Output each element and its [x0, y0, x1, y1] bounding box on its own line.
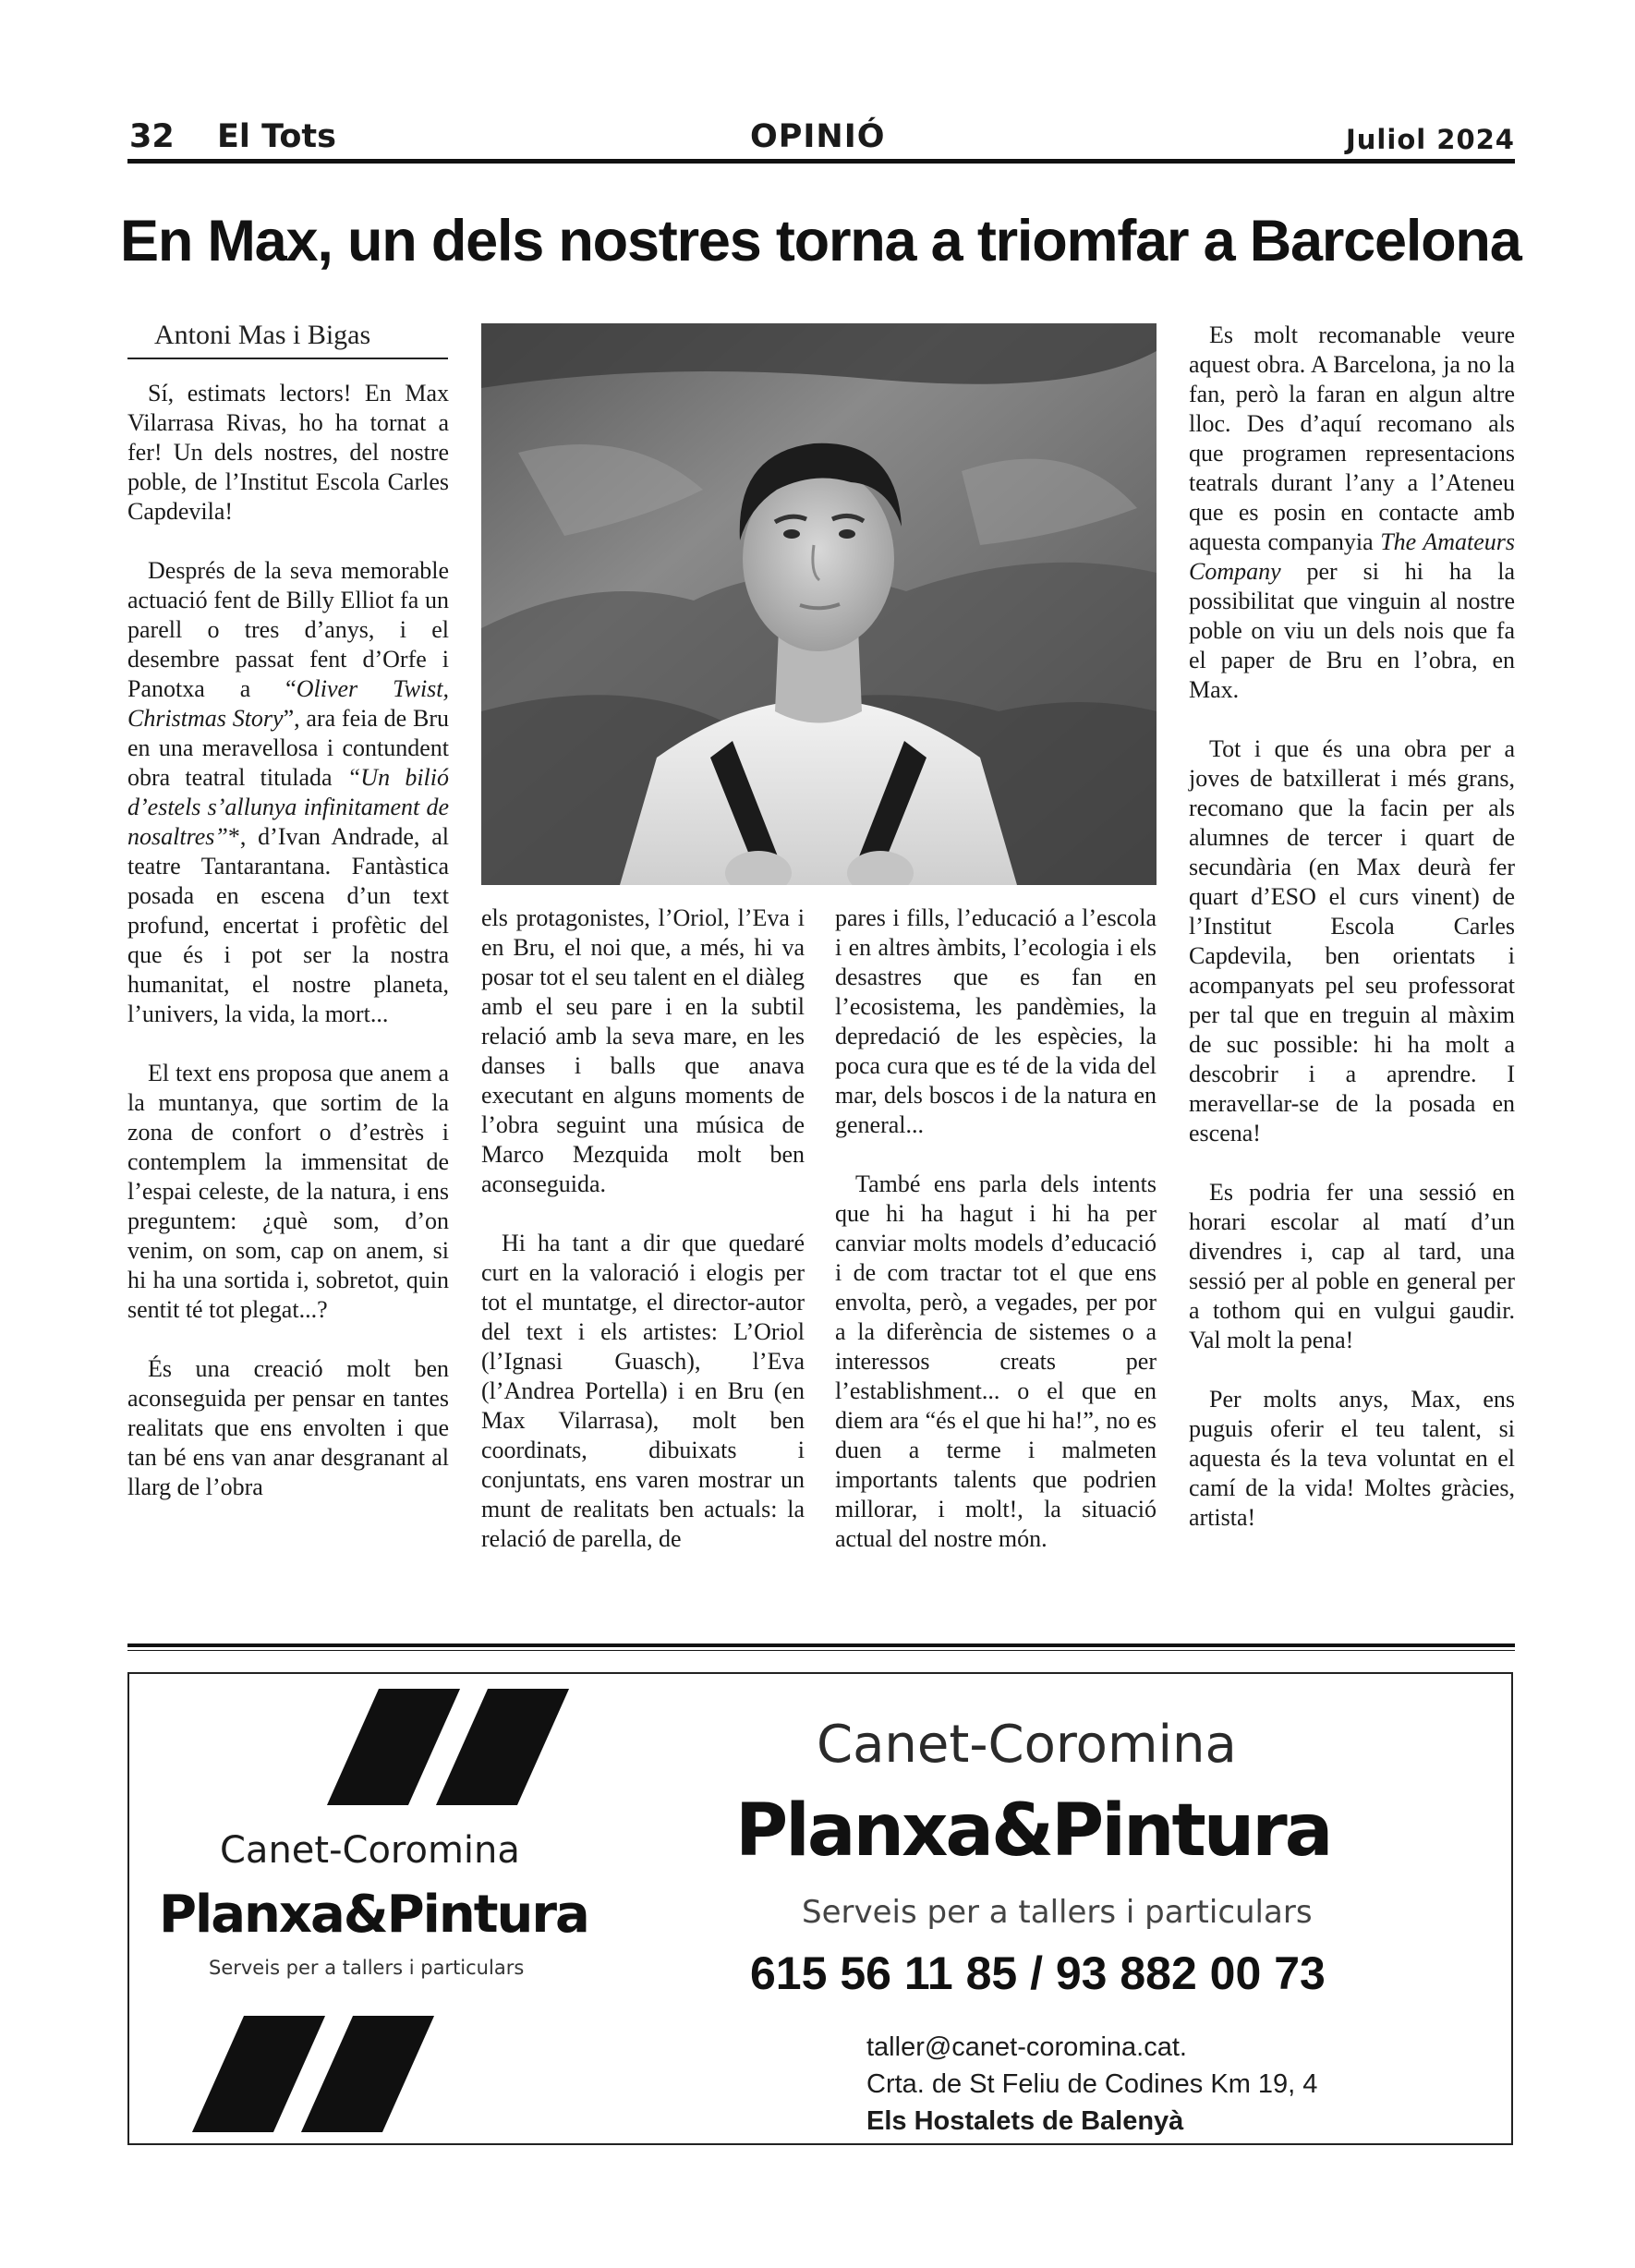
paragraph: Es molt recomanable veure aquest obra. A Barcelona, ja no la fan, però la faran en algun altre lloc. Des d’aquí recomano als que programen representacions teatrals durant l’any a l’Ateneu que es posin en contacte amb aquesta companyia The Amateurs Company per si hi ha la possibilitat que vinguin al nostre poble on viu un dels nois que fa el paper de Bru en l’obra, en Max.	[1189, 321, 1515, 703]
paragraph: Tot i que és una obra per a joves de batxillerat i més grans, recomano que la facin per als alumnes de tercer i quart de secundària (en Max deurà fer quart d’ESO el curs vinent) de l’Institut Escola Carles Capdevila, ben orientats i acompanyats pel seu professorat per tal que en treguin al màxim de suc possible: hi ha molt a descobrir i a aprendre. I meravellar-se de la posada en escena!	[1189, 735, 1515, 1146]
logo-stripe-icon	[327, 1689, 460, 1805]
paragraph: Sí, estimats lectors! En Max Vilarrasa Rivas, ho ha tornat a fer! Un dels nostres, del nostre poble, de l’Institut Escola Carles Capdevila!	[127, 380, 449, 525]
ad-separator-rule-thin	[127, 1650, 1515, 1651]
page-number: 32	[129, 118, 175, 155]
ad-phone-numbers: 615 56 11 85 / 93 882 00 73	[750, 1947, 1326, 1999]
paragraph: També ens parla dels intents que hi ha hagut i hi ha per canviar molts models d’educació i de com tractar tot el que ens envolta, però, a vegades, per por a la diferència de sistemes o a interessos creats per l’establishment... o el que en diem ara “és el que hi ha!”, no es duen a terme i malmeten importants talents que podrien millorar, i molt!, la situació actual del nostre món.	[835, 1170, 1157, 1552]
ad-logo-company: Canet-Coromina	[220, 1829, 520, 1872]
ad-tagline: Serveis per a tallers i particulars	[802, 1894, 1313, 1931]
paragraph: Per molts anys, Max, ens puguis oferir el teu talent, si aquesta és la teva voluntat en el camí de la vida! Moltes gràcies, artista!	[1189, 1386, 1515, 1531]
byline-rule	[127, 358, 448, 359]
ad-logo-tagline: Serveis per a tallers i particulars	[209, 1957, 525, 1979]
ad-logo-brand: Planxa&Pintura	[159, 1885, 588, 1945]
section-label: OPINIÓ	[750, 118, 886, 155]
ad-town: Els Hostalets de Balenyà	[866, 2106, 1184, 2136]
ad-address: Crta. de St Feliu de Codines Km 19, 4	[866, 2069, 1318, 2099]
logo-stripe-icon	[301, 2016, 434, 2132]
paragraph: Hi ha tant a dir que quedaré curt en la valoració i elogis per tot el muntatge, el director-autor del text i els artistes: L’Oriol (l’Ignasi Guasch), l’Eva (l’Andrea Portella) i en Bru (en Max Vilarrasa), molt ben coordinats, dibuixats i conjuntats, ens varen mostrar un munt de realitats ben actuals: la relació de parella, de	[481, 1230, 805, 1552]
article-column-2	[481, 904, 805, 1554]
header-rule	[127, 159, 1515, 164]
publication-name: El Tots	[217, 118, 336, 155]
logo-stripe-icon	[436, 1689, 569, 1805]
issue-date: Juliol 2024	[1346, 124, 1515, 155]
ad-brand-name: Planxa&Pintura	[735, 1789, 1331, 1873]
article-title: En Max, un dels nostres torna a triomfar a Barcelona	[120, 209, 1521, 273]
paragraph: Després de la seva memorable actuació fent de Billy Elliot fa un parell o tres d’anys, i el desembre passat fent d’Orfe i Panotxa a “Oliver Twist, Christmas Story”, ara feia de Bru en una meravellosa i contundent obra teatral titulada “Un bilió d’estels s’allunya infinitament de nosaltres”*, d’Ivan Andrade, al teatre Tantarantana. Fantàstica posada en escena d’un text profund, encertat i profètic del que és i pot ser la nostra humanitat, el nostre planeta, l’univers, la vida, la mort...	[127, 557, 450, 1027]
paragraph: pares i fills, l’educació a l’escola i en altres àmbits, l’ecologia i els desastres que es fan en l’ecosistema, les pandèmies, la depredació de les espècies, la poca cura que es té de la vida del mar, dels boscos i de la natura en general...	[835, 904, 1157, 1138]
article-column-4	[1189, 321, 1515, 1533]
byline: Antoni Mas i Bigas	[154, 320, 371, 350]
paragraph: Es podria fer una sessió en horari escolar al matí d’un divendres i, cap al tard, una sessió per al poble en general per a tothom qui en vulgui gaudir. Val molt la pena!	[1189, 1179, 1515, 1353]
advertisement	[127, 1672, 1513, 2145]
article-column-3	[835, 904, 1157, 1554]
article-column-1	[127, 379, 449, 1502]
paragraph: els protagonistes, l’Oriol, l’Eva i en Bru, el noi que, a més, hi va posar tot el seu talent en el diàleg amb el seu pare i en la subtil relació amb la seva mare, en les danses i balls que anava executant en alguns moments de l’obra seguint una música de Marco Mezquida molt ben aconseguida.	[481, 904, 805, 1197]
paragraph: El text ens proposa que anem a la muntanya, que sortim de la zona de confort o d’estrès i contemplem la immensitat de l’espai celeste, de la natura, i ens preguntem: ¿què som, d’on venim, on som, cap on anem, si hi ha una sortida i, sobretot, quin sentit té tot plegat...?	[127, 1060, 449, 1323]
boy-portrait-image	[481, 323, 1157, 885]
article-photo	[481, 323, 1157, 885]
ad-separator-rule	[127, 1643, 1515, 1647]
ad-company-name: Canet-Coromina	[817, 1715, 1237, 1775]
logo-stripe-icon	[192, 2016, 325, 2132]
paragraph: És una creació molt ben aconseguida per pensar en tantes realitats que ens envolten i que tan bé ens van anar desgranant al llarg de l’obra	[127, 1355, 449, 1500]
ad-email: taller@canet-coromina.cat.	[866, 2032, 1187, 2062]
